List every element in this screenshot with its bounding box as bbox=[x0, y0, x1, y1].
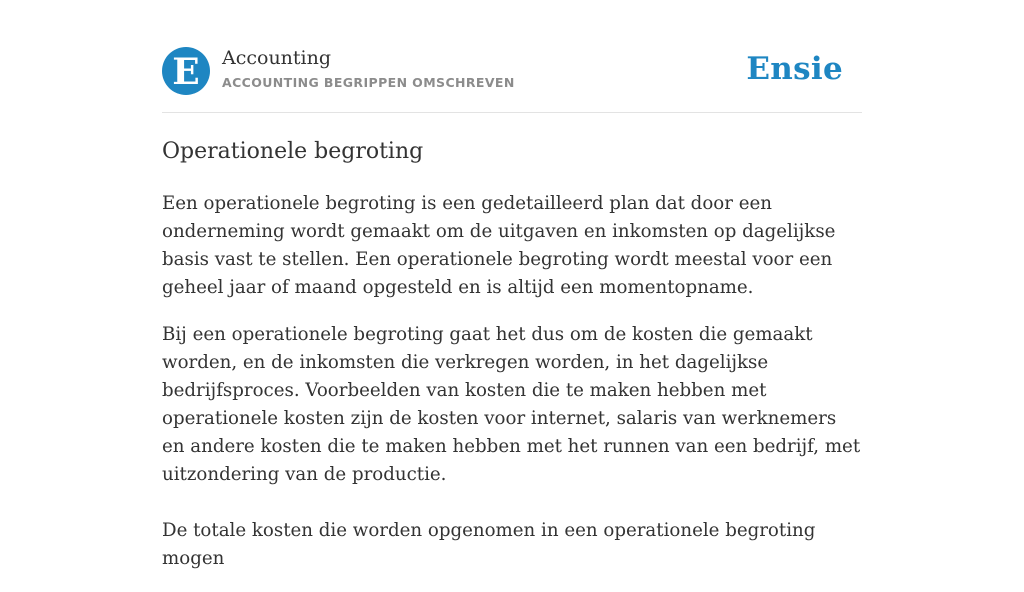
content-container bbox=[162, 0, 862, 569]
site-header bbox=[162, 0, 862, 113]
article-paragraph: Bij een operationele begroting gaat het dus om de kosten die gemaakt worden, en de inkomsten die verkregen worden, in het dagelijkse bedrijfsproces. Voorbeelden van kosten die te maken hebben met operationele kosten zijn de kosten voor internet, salaris van werknemers en andere kosten die te maken hebben met het runnen van een bedrijf, met uitzondering van de productie. bbox=[162, 324, 861, 485]
article-body bbox=[162, 190, 862, 592]
site-subtitle: ACCOUNTING BEGRIPPEN OMSCHREVEN bbox=[222, 75, 515, 90]
article-paragraph: Een operationele begroting is een gedetailleerd plan dat door een onderneming wordt gemaakt om de uitgaven en inkomsten op dagelijkse basis vast te stellen. Een operationele begroting wordt meestal voor een geheel jaar of maand opgesteld en is altijd een momentopname. bbox=[162, 193, 836, 298]
logo-letter: E bbox=[172, 50, 200, 93]
ensie-brand-link[interactable]: Ensie bbox=[746, 51, 843, 87]
site-title-link[interactable]: Accounting bbox=[222, 47, 332, 69]
article-title: Operationele begroting bbox=[162, 139, 424, 164]
article-paragraph: De totale kosten die worden opgenomen in een operationele begroting mogen bbox=[162, 520, 816, 569]
site-logo-icon[interactable] bbox=[162, 47, 210, 95]
